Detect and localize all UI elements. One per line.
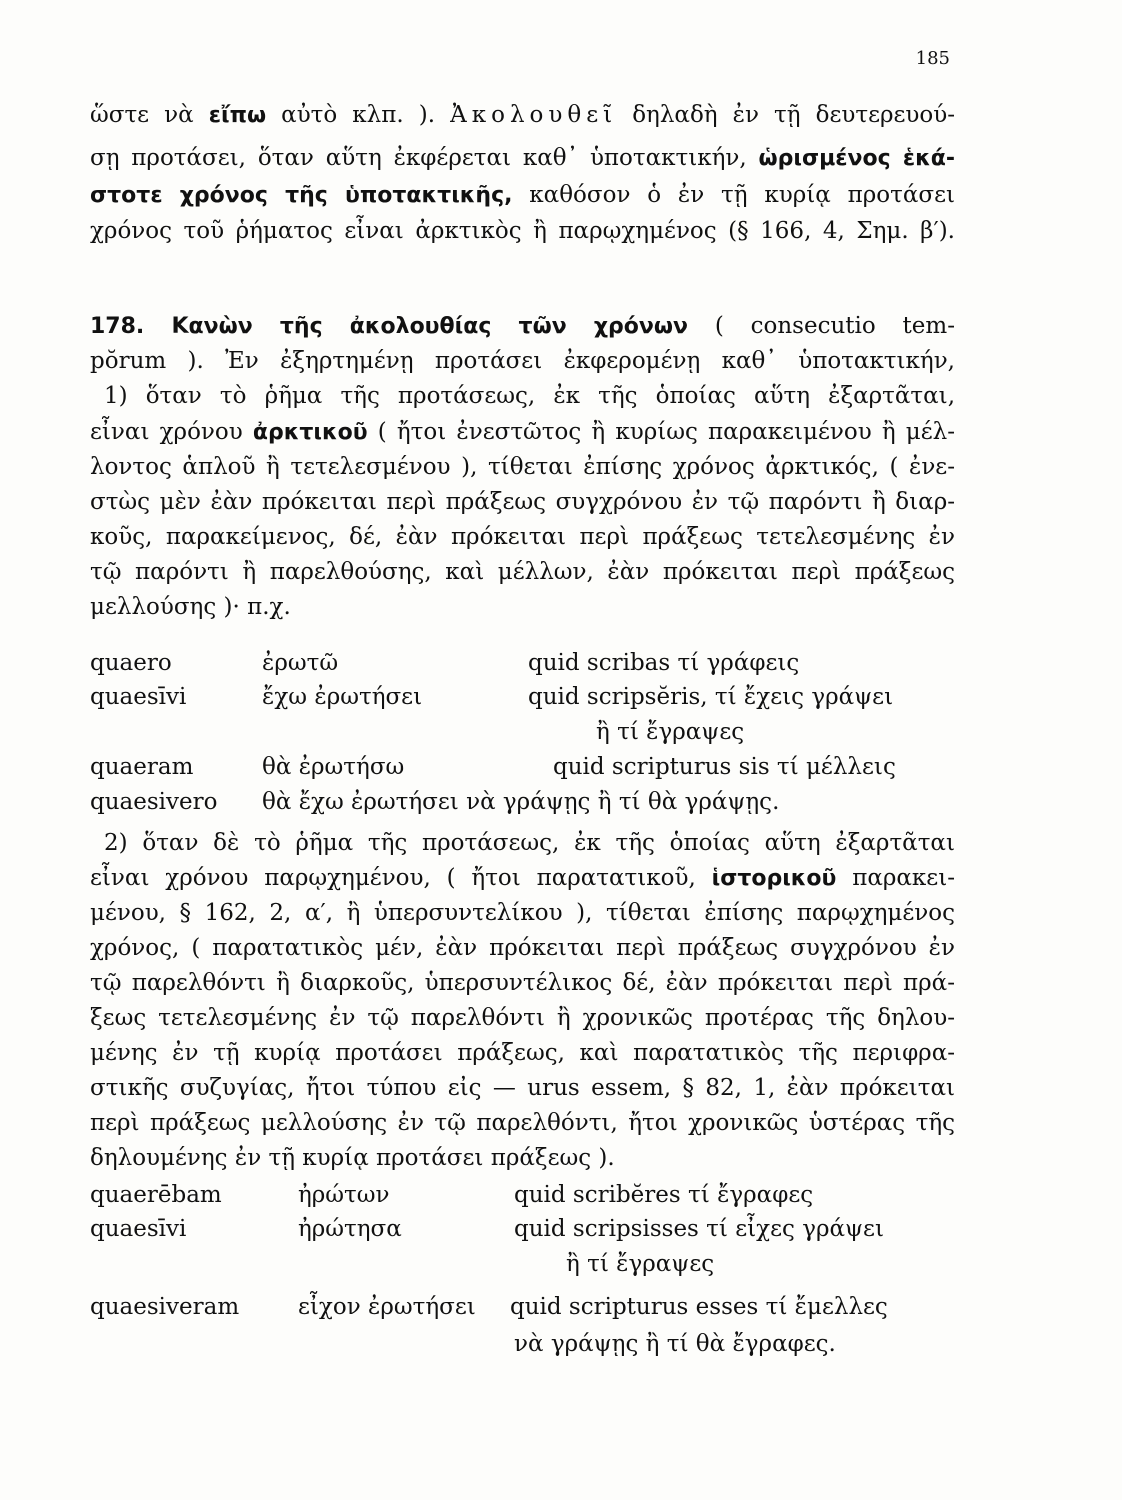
table-cell-greek: ἠρώτων bbox=[298, 1182, 390, 1208]
section178-line9: μελλούσης )· π.χ. bbox=[90, 594, 291, 620]
table-cell-subordinate: quid scripsĕris, τί ἔχεις γράψει bbox=[528, 684, 894, 710]
table-cell-greek: θὰ ἐρωτήσω bbox=[262, 754, 405, 780]
para2-line1: 2) ὅταν δὲ τὸ ῥῆμα τῆς προτάσεως, ἐκ τῆς ὁποίας αὕτη ἐξαρτᾶται bbox=[104, 830, 955, 856]
table-cell-latin: quaero bbox=[90, 650, 172, 676]
para1-line4: χρόνος τοῦ ῥήματος εἶναι ἀρκτικὸς ἢ παρῳχημένος (§ 166, 4, Σημ. β′). bbox=[90, 218, 955, 244]
para2-line10: δηλουμένης ἐν τῇ κυρίᾳ προτάσει πράξεως ). bbox=[90, 1145, 615, 1171]
table-cell-subordinate: quid scribas τί γράφεις bbox=[528, 650, 800, 676]
table-cell-subordinate: ἢ τί ἔγραψες bbox=[566, 1251, 715, 1277]
table-cell-latin: quaesīvi bbox=[90, 684, 187, 710]
section178-line2: pŏrum ). Ἐν ἐξηρτημένῃ προτάσει ἐκφερομένῃ καθ᾽ ὑποτακτικήν, bbox=[90, 348, 955, 374]
section178-line7: κοῦς, παρακείμενος, δέ, ἐὰν πρόκειται περὶ πράξεως τετελεσμένης ἐν bbox=[90, 524, 955, 550]
table-cell-latin: quaeram bbox=[90, 754, 194, 780]
table-cell-greek: εἶχον ἐρωτήσει bbox=[298, 1294, 476, 1320]
table-cell-greek: ἐρωτῶ bbox=[262, 650, 339, 676]
section178-line6: στὼς μὲν ἐὰν πρόκειται περὶ πράξεως συγχρόνου ἐν τῷ παρόντι ἢ διαρ- bbox=[90, 489, 955, 515]
section178-line4: εἶναι χρόνου ἀρκτικοῦ ( ἤτοι ἐνεστῶτος ἢ κυρίως παρακειμένου ἢ μέλ- bbox=[90, 419, 955, 445]
spaced-word: Ἀκολουθεῖ bbox=[450, 102, 618, 128]
table-cell-greek: θὰ ἔχω ἐρωτήσει νὰ γράψῃς ἢ τί θὰ γράψῃς. bbox=[262, 789, 780, 815]
para2-line8: στικῆς συζυγίας, ἤτοι τύπου εἰς — urus essem, § 82, 1, ἐὰν πρόκειται bbox=[90, 1075, 955, 1101]
para1-line1: ὥστε νὰ εἴπω αὐτὸ κλπ. ). Ἀκολουθεῖ δηλαδὴ ἐν τῇ δευτερευού- bbox=[90, 102, 955, 128]
section-title: 178. Κανὼν τῆς ἀκολουθίας τῶν χρόνων bbox=[90, 314, 689, 339]
section178-line3: 1) ὅταν τὸ ῥῆμα τῆς προτάσεως, ἐκ τῆς ὁποίας αὕτη ἐξαρτᾶται, bbox=[104, 383, 955, 409]
table-cell-subordinate: quid scripturus esses τί ἔμελλες bbox=[510, 1294, 888, 1320]
table-cell-subordinate: quid scribĕres τί ἔγραφες bbox=[514, 1182, 814, 1208]
para2-line9: περὶ πράξεως μελλούσης ἐν τῷ παρελθόντι, ἤτοι χρονικῶς ὑστέρας τῆς bbox=[90, 1110, 955, 1136]
table-cell-greek: ἔχω ἐρωτήσει bbox=[262, 684, 423, 710]
para2-line7: μένης ἐν τῇ κυρίᾳ προτάσει πράξεως, καὶ παρατατικὸς τῆς περιφρα- bbox=[90, 1040, 955, 1066]
para1-line3: στοτε χρόνος τῆς ὑποτακτικῆς, καθόσον ὁ ἐν τῇ κυρίᾳ προτάσει bbox=[90, 182, 955, 208]
table-cell-latin: quaesiveram bbox=[90, 1294, 240, 1320]
para1-line2: σῃ προτάσει, ὅταν αὕτη ἐκφέρεται καθ᾽ ὑποτακτικήν, ὡρισμένος ἑκά- bbox=[90, 145, 955, 171]
section-178-heading: 178. Κανὼν τῆς ἀκολουθίας τῶν χρόνων ( consecutio tem- bbox=[90, 313, 955, 339]
para2-line6: ξεως τετελεσμένης ἐν τῷ παρελθόντι ἢ χρονικῶς προτέρας τῆς δηλου- bbox=[90, 1005, 955, 1031]
table-cell-subordinate: quid scripturus sis τί μέλλεις bbox=[553, 754, 896, 780]
section178-line8: τῷ παρόντι ἢ παρελθούσης, καὶ μέλλων, ἐὰν πρόκειται περὶ πράξεως bbox=[90, 559, 955, 585]
table-cell-subordinate: quid scripsisses τί εἶχες γράψει bbox=[514, 1216, 884, 1242]
table-cell-greek: ἠρώτησα bbox=[298, 1216, 402, 1242]
para2-line4: χρόνος, ( παρατατικὸς μέν, ἐὰν πρόκειται περὶ πράξεως συγχρόνου ἐν bbox=[90, 935, 955, 961]
section178-line5: λοντος ἁπλοῦ ἢ τετελεσμένου ), τίθεται ἐπίσης χρόνος ἀρκτικός, ( ἐνε- bbox=[90, 454, 955, 480]
table-cell-latin: quaerēbam bbox=[90, 1182, 222, 1208]
table-cell-subordinate: νὰ γράψῃς ἢ τί θὰ ἔγραφες. bbox=[514, 1331, 836, 1357]
para2-line2: εἶναι χρόνου παρῳχημένου, ( ἤτοι παρατατικοῦ, ἱστορικοῦ παρακει- bbox=[90, 865, 955, 891]
para2-line3: μένου, § 162, 2, α′, ἢ ὑπερσυντελίκου ), τίθεται ἐπίσης παρῳχημένος bbox=[90, 900, 955, 926]
table-cell-latin: quaesivero bbox=[90, 789, 218, 815]
page-number: 185 bbox=[915, 48, 950, 69]
table-cell-subordinate: ἢ τί ἔγραψες bbox=[596, 719, 745, 745]
table-cell-latin: quaesīvi bbox=[90, 1216, 187, 1242]
para2-line5: τῷ παρελθόντι ἢ διαρκοῦς, ὑπερσυντέλικος δέ, ἐὰν πρόκειται περὶ πρά- bbox=[90, 970, 955, 996]
